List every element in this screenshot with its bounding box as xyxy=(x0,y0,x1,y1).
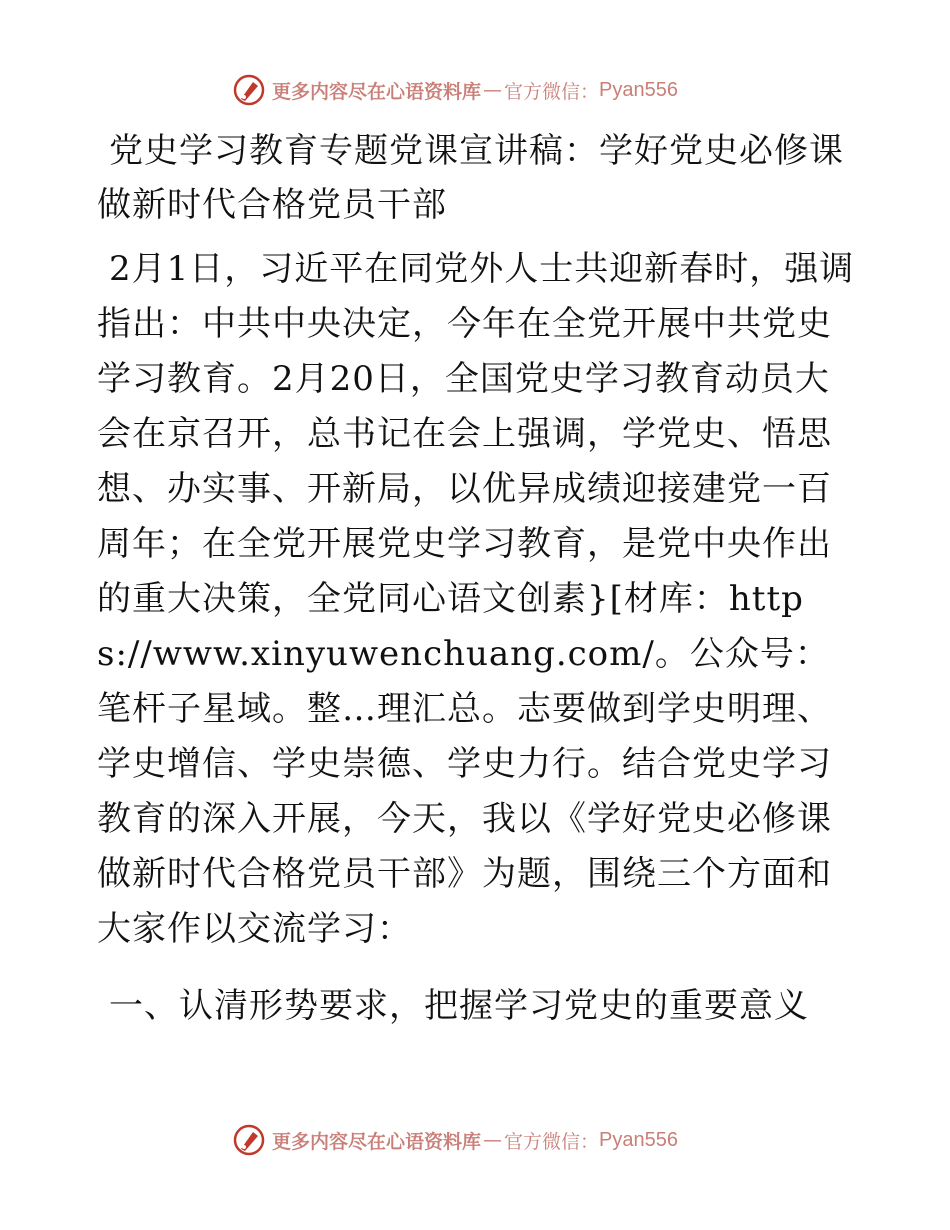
pen-nib-logo-icon xyxy=(232,73,266,107)
banner-separator: — xyxy=(483,1129,503,1151)
banner-library-text: 更多内容尽在心语资料库 xyxy=(272,1130,482,1153)
document-title: 党史学习教育专题党课宣讲稿：学好党史必修课做新时代合格党员干部 xyxy=(97,131,844,225)
pen-nib-logo-icon xyxy=(232,1123,266,1157)
paragraph-intro: 2月1日，习近平在同党外人士共迎新春时，强调指出：中共中央决定，今年在全党开展中共党史学习教育。2月20日，全国党史学习教育动员大会在京召开，总书记在会上强调，学党史、悟思想、办实事、开新局，以优异成绩迎接建党一百周年；在全党开展党史学习教育，是党中央作出的重大决策，全党同心语文创素}[材库：https://www.xinyuwenchuang.com/。公众号：笔杆子星域。整…理汇总。志要做到学史明理、学史增信、学史崇德、学史力行。结合党史学习教育的深入开展，今天，我以《学好党史必修课做新时代合格党员干部》为题，围绕三个方面和大家作以交流学习： xyxy=(97,249,855,949)
header-banner xyxy=(232,70,678,110)
banner-wechat-label: 官方微信： xyxy=(504,80,600,103)
footer-banner xyxy=(232,1120,678,1160)
banner-wechat-label: 官方微信： xyxy=(504,1130,600,1153)
document-body xyxy=(97,124,857,1034)
section-heading-1: 一、认清形势要求，把握学习党史的重要意义 xyxy=(109,986,809,1026)
banner-wechat-id: Pyan556 xyxy=(599,1128,678,1151)
banner-library-text: 更多内容尽在心语资料库 xyxy=(272,80,482,103)
banner-separator: — xyxy=(483,79,503,101)
banner-wechat-id: Pyan556 xyxy=(599,78,678,101)
